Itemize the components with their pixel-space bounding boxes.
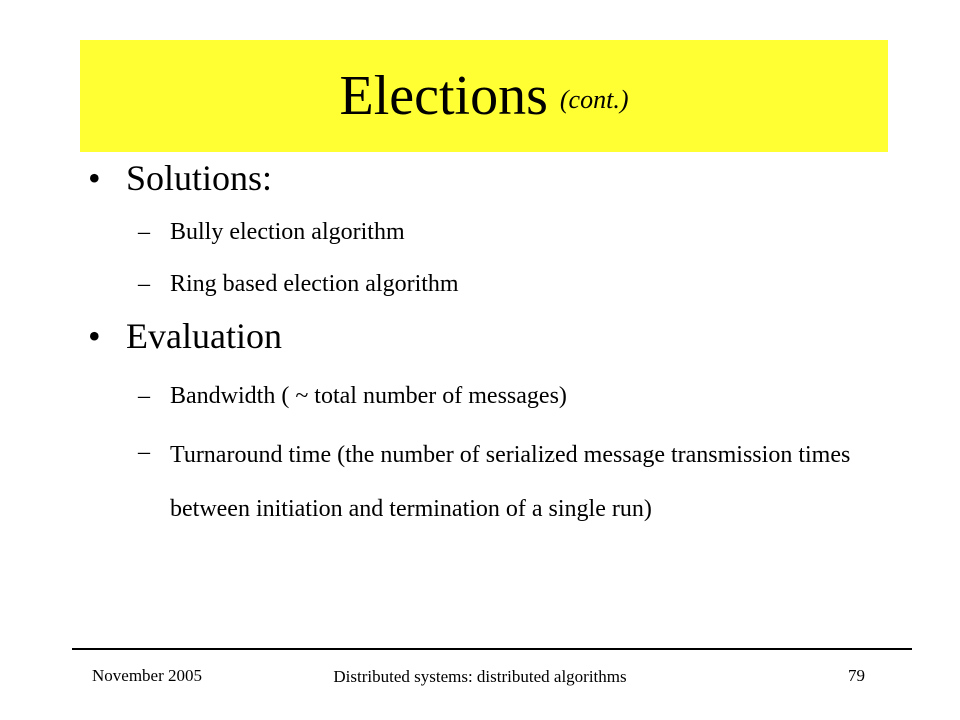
evaluation-item-text: Bandwidth ( ~ total number of messages) [170, 383, 567, 409]
evaluation-item-dash-row [138, 440, 170, 464]
dash: – [138, 439, 150, 465]
footer-divider [72, 648, 912, 650]
evaluation-heading-text: Evaluation [126, 316, 282, 356]
bullet-dot: • [88, 316, 101, 356]
dash: – [138, 219, 150, 245]
solutions-item-text: Ring based election algorithm [170, 271, 459, 297]
solutions-item [138, 272, 459, 296]
solutions-item-text: Bully election algorithm [170, 219, 405, 245]
evaluation-item [138, 384, 567, 408]
footer-page-number: 79 [848, 666, 865, 685]
footer-date: November 2005 [92, 666, 203, 685]
footer-course: Distributed systems: distributed algorithms [333, 667, 627, 686]
evaluation-item-text: Turnaround time (the number of serialized message transmission times between initiation and termination of a single run) [170, 442, 851, 522]
slide-title: Elections [339, 65, 548, 127]
solutions-heading-text: Solutions: [126, 158, 273, 198]
dash: – [138, 383, 150, 409]
bullet-dot: • [88, 158, 101, 198]
title-banner [80, 40, 888, 152]
evaluation-heading [88, 318, 282, 354]
slide-title-suffix: (cont.) [559, 85, 629, 114]
dash: – [138, 271, 150, 297]
solutions-heading [88, 160, 272, 196]
solutions-item [138, 220, 405, 244]
